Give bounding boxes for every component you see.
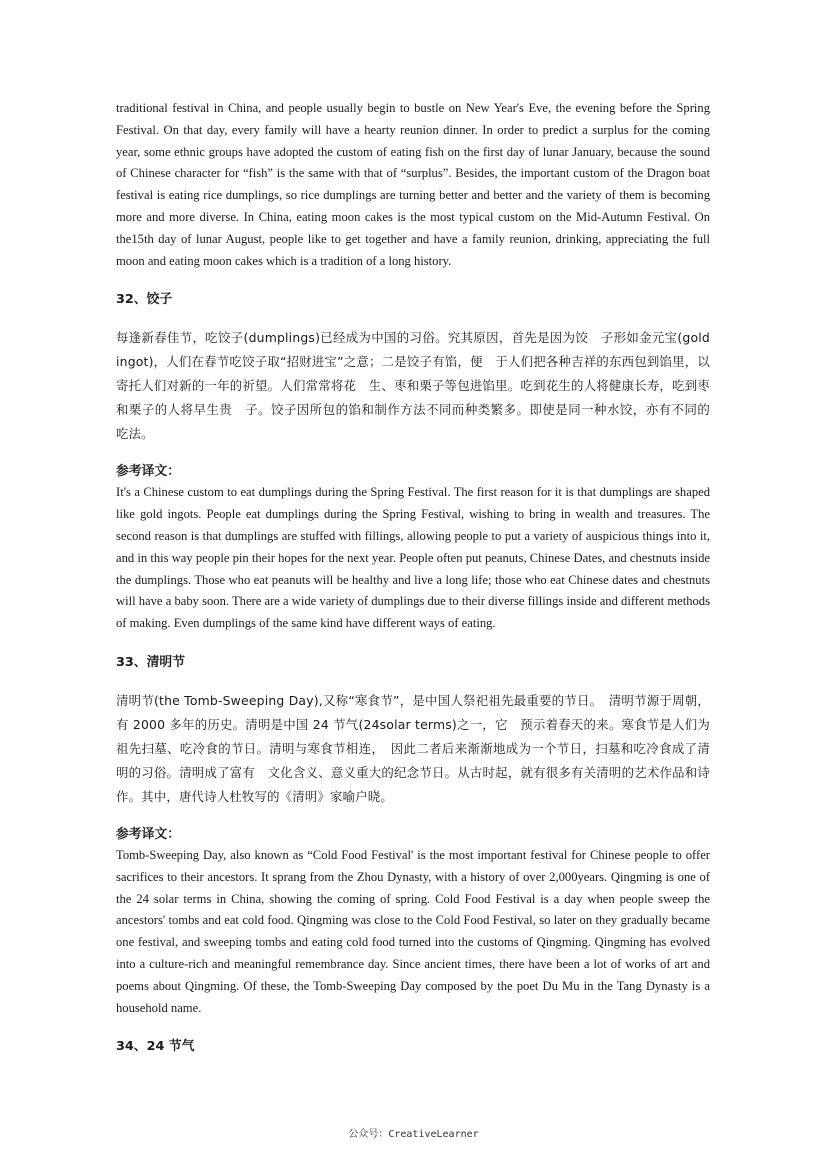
section-heading-solar-terms: 34、24 节气 [116, 1039, 195, 1055]
translation-paragraph-qingming: Tomb-Sweeping Day, also known as “Cold Food Festival' is the most important festival for Chinese people to offer sacrifices to their ancestors. It sprang from the Zhou Dynasty, with a history of over 2,000years. Qingming is one of the 24 solar terms in China, showing the coming of spring. Cold Food Festival is a day when people sweep the ancestors' tombs and eat cold food. Qingming was close to the Cold Food Festival, so later on they gradually became one festival, and sweeping tombs and eating cold food turned into the customs of Qingming. Qingming has evolved into a culture-rich and meaningful remembrance day. Since ancient times, there have been a lot of works of art and poems about Qingming. Of these, the Tomb-Sweeping Day composed by the poet Du Mu in the Tang Dynasty is a household name. [116, 847, 710, 1015]
document-body [116, 98, 723, 1057]
page-footer: 公众号：CreativeLearner [348, 1129, 479, 1140]
translation-label-qingming: 参考译文： [116, 826, 180, 842]
intro-paragraph: traditional festival in China, and people usually begin to bustle on New Year's Eve, the evening before the Spring Festival. On that day, every family will have a hearty reunion dinner. In order to predict a surplus for the coming year, some ethnic groups have adopted the custom of eating fish on the first day of lunar January, because the sound of Chinese character for “fish” is the same with that of “surplus”. Besides, the important custom of the Dragon boat festival is eating rice dumplings, so rice dumplings are turning better and better and the variety of them is becoming more and more diverse. In China, eating moon cakes is the most typical custom on the Mid-Autumn Festival. On the15th day of lunar August, people like to get together and have a family reunion, drinking, appreciating the full moon and eating moon cakes which is a tradition of a long history. [116, 101, 710, 268]
translation-paragraph-dumplings: It's a Chinese custom to eat dumplings during the Spring Festival. The first reason for it is that dumplings are shaped like gold ingots. People eat dumplings during the Spring Festival, wishing to bring in wealth and treasures. The second reason is that dumplings are stuffed with fillings, allowing people to put a variety of auspicious things into it, and in this way people pin their hopes for the next year. People often put peanuts, Chinese Dates, and chestnuts inside the dumplings. Those who eat peanuts will be healthy and live a long life; those who eat Chinese dates and chestnuts will have a baby soon. There are a wide variety of dumplings due to their diverse fillings inside and different methods of making. Even dumplings of the same kind have different ways of eating. [116, 485, 710, 631]
section-heading-dumplings: 32、饺子 [116, 292, 173, 308]
chinese-paragraph-dumplings: 每逢新春佳节，吃饺子(dumplings)已经成为中国的习俗。究其原因，首先是因为饺 子形如金元宝(gold ingot)，人们在春节吃饺子取“招财进宝”之意；二是饺子有馅，便 于人们把各种吉祥的东西包到馅里，以寄托人们对新的一年的祈望。人们常常将花 生、枣和栗子等包进馅里。吃到花生的人将健康长寿，吃到枣和栗子的人将早生贵 子。饺子因所包的馅和制作方法不同而种类繁多。即使是同一种水饺，亦有不同的 吃法。 [116, 330, 723, 442]
section-heading-qingming: 33、清明节 [116, 654, 185, 670]
chinese-paragraph-qingming: 清明节(the Tomb-Sweeping Day),又称“寒食节”，是中国人祭祀祖先最重要的节日。 清明节源于周朝，有 2000 多年的历史。清明是中国 24 节气(24solar terms)之一，它 预示着春天的来。寒食节是人们为祖先扫墓、吃冷食的节日。清明与寒食节相连， 因此二者后来渐渐地成为一个节日，扫墓和吃冷食成了清明的习俗。清明成了富有 文化含义、意义重大的纪念节日。从古时起，就有很多有关清明的艺术作品和诗 作。其中，唐代诗人杜牧写的《清明》家喻户晓。 [116, 692, 723, 804]
translation-label-dumplings: 参考译文： [116, 464, 180, 480]
